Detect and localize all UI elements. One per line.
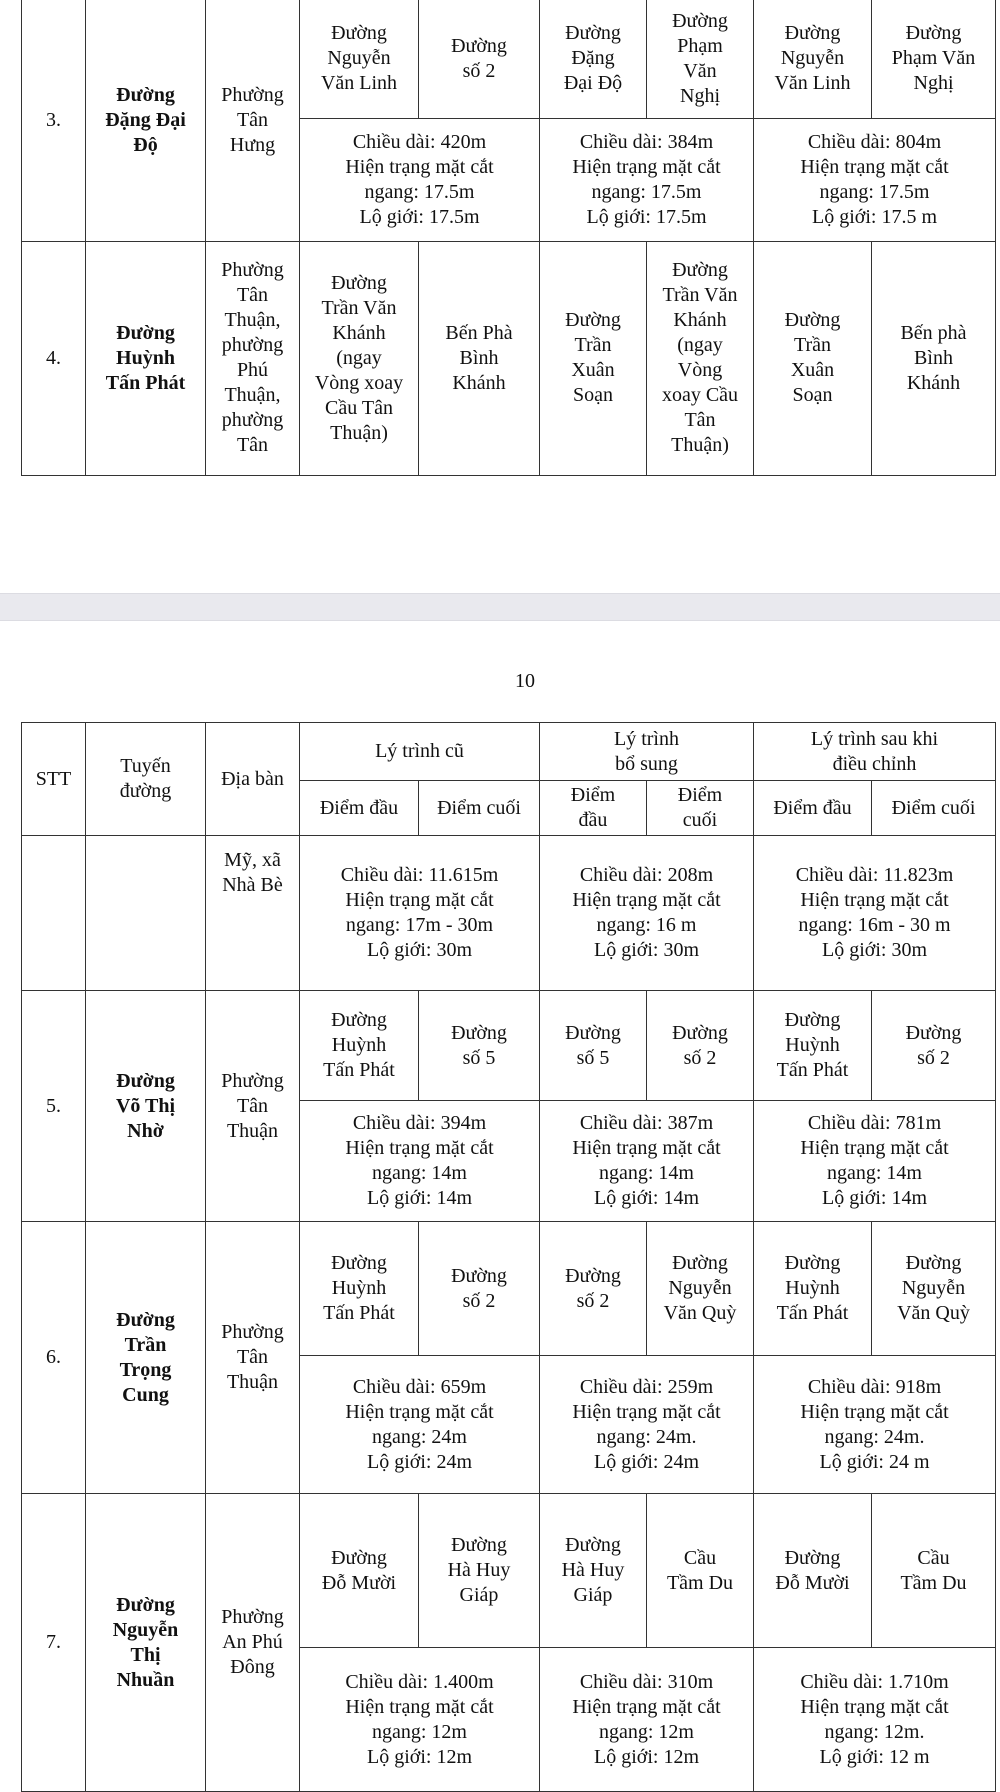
new-start-cell: Đường Nguyễn Văn Linh	[754, 0, 872, 118]
table-row	[22, 0, 996, 118]
new-start-cell: Đường Trần Xuân Soạn	[754, 241, 872, 475]
stt-cell: 3.	[22, 0, 86, 241]
area-cell: Phường Tân Thuận, phường Phú Thuận, phường Tân	[206, 241, 300, 475]
route-table-part-1	[21, 0, 996, 476]
old-end-cell: Đường Hà Huy Giáp	[419, 1494, 540, 1648]
new-details-cell: Chiều dài: 781m Hiện trạng mặt cắt ngang: 14m Lộ giới: 14m	[754, 1101, 996, 1222]
header-added-start: Điểm đầu	[540, 781, 647, 836]
route-name-cell: Đường Trần Trọng Cung	[86, 1222, 206, 1494]
old-start-cell: Đường Trần Văn Khánh (ngay Vòng xoay Cầu Tân Thuận)	[300, 241, 419, 475]
header-added-end: Điểm cuối	[647, 781, 754, 836]
area-cell: Phường Tân Thuận	[206, 1222, 300, 1494]
new-start-cell: Đường Huỳnh Tấn Phát	[754, 991, 872, 1101]
stt-cell: 7.	[22, 1494, 86, 1792]
table-row	[22, 991, 996, 1101]
added-details-cell: Chiều dài: 259m Hiện trạng mặt cắt ngang: 24m. Lộ giới: 24m	[540, 1356, 754, 1494]
added-end-cell: Cầu Tầm Du	[647, 1494, 754, 1648]
table-row	[22, 241, 996, 475]
old-details-cell: Chiều dài: 659m Hiện trạng mặt cắt ngang: 24m Lộ giới: 24m	[300, 1356, 540, 1494]
added-start-cell: Đường số 2	[540, 1222, 647, 1356]
added-details-cell: Chiều dài: 387m Hiện trạng mặt cắt ngang: 14m Lộ giới: 14m	[540, 1101, 754, 1222]
old-end-cell: Bến Phà Bình Khánh	[419, 241, 540, 475]
added-details-cell: Chiều dài: 208m Hiện trạng mặt cắt ngang: 16 m Lộ giới: 30m	[540, 836, 754, 991]
old-end-cell: Đường số 5	[419, 991, 540, 1101]
added-start-cell: Đường số 5	[540, 991, 647, 1101]
stt-cell: 5.	[22, 991, 86, 1222]
stt-cell: 6.	[22, 1222, 86, 1494]
new-end-cell: Cầu Tầm Du	[872, 1494, 996, 1648]
header-area: Địa bàn	[206, 723, 300, 836]
new-start-cell: Đường Huỳnh Tấn Phát	[754, 1222, 872, 1356]
added-end-cell: Đường Nguyễn Văn Quỳ	[647, 1222, 754, 1356]
page-number: 10	[515, 670, 535, 692]
table-row	[22, 836, 996, 991]
table-row	[22, 1494, 996, 1648]
stt-cell: 4.	[22, 241, 86, 475]
new-end-cell: Đường Phạm Văn Nghị	[872, 0, 996, 118]
added-details-cell: Chiều dài: 310m Hiện trạng mặt cắt ngang: 12m Lộ giới: 12m	[540, 1648, 754, 1792]
header-old-start: Điểm đầu	[300, 781, 419, 836]
page-break-divider	[0, 593, 1000, 621]
old-details-cell: Chiều dài: 1.400m Hiện trạng mặt cắt ngang: 12m Lộ giới: 12m	[300, 1648, 540, 1792]
old-start-cell: Đường Huỳnh Tấn Phát	[300, 991, 419, 1101]
stt-cell	[22, 836, 86, 991]
route-table-part-2	[21, 722, 996, 1792]
header-stt: STT	[22, 723, 86, 836]
route-name-cell: Đường Võ Thị Nhờ	[86, 991, 206, 1222]
old-details-cell: Chiều dài: 420m Hiện trạng mặt cắt ngang: 17.5m Lộ giới: 17.5m	[300, 118, 540, 241]
header-new-end: Điểm cuối	[872, 781, 996, 836]
old-details-cell: Chiều dài: 11.615m Hiện trạng mặt cắt ngang: 17m - 30m Lộ giới: 30m	[300, 836, 540, 991]
header-adjusted-route: Lý trình sau khi điều chỉnh	[754, 723, 996, 781]
header-added-route: Lý trình bổ sung	[540, 723, 754, 781]
new-end-cell: Đường số 2	[872, 991, 996, 1101]
route-name-cell: Đường Nguyễn Thị Nhuần	[86, 1494, 206, 1792]
added-start-cell: Đường Hà Huy Giáp	[540, 1494, 647, 1648]
header-new-start: Điểm đầu	[754, 781, 872, 836]
added-start-cell: Đường Trần Xuân Soạn	[540, 241, 647, 475]
header-route: Tuyến đường	[86, 723, 206, 836]
new-end-cell: Đường Nguyễn Văn Quỳ	[872, 1222, 996, 1356]
header-row	[22, 723, 996, 781]
old-details-cell: Chiều dài: 394m Hiện trạng mặt cắt ngang: 14m Lộ giới: 14m	[300, 1101, 540, 1222]
added-end-cell: Đường Phạm Văn Nghị	[647, 0, 754, 118]
old-start-cell: Đường Nguyễn Văn Linh	[300, 0, 419, 118]
area-cell: Phường Tân Thuận	[206, 991, 300, 1222]
new-details-cell: Chiều dài: 918m Hiện trạng mặt cắt ngang: 24m. Lộ giới: 24 m	[754, 1356, 996, 1494]
old-start-cell: Đường Huỳnh Tấn Phát	[300, 1222, 419, 1356]
added-start-cell: Đường Đặng Đại Độ	[540, 0, 647, 118]
route-name-cell: Đường Đặng Đại Độ	[86, 0, 206, 241]
area-cell: Phường Tân Hưng	[206, 0, 300, 241]
old-end-cell: Đường số 2	[419, 1222, 540, 1356]
route-name-cell	[86, 836, 206, 991]
new-details-cell: Chiều dài: 804m Hiện trạng mặt cắt ngang: 17.5m Lộ giới: 17.5 m	[754, 118, 996, 241]
route-name-cell: Đường Huỳnh Tấn Phát	[86, 241, 206, 475]
header-old-route: Lý trình cũ	[300, 723, 540, 781]
new-details-cell: Chiều dài: 1.710m Hiện trạng mặt cắt ngang: 12m. Lộ giới: 12 m	[754, 1648, 996, 1792]
table-row	[22, 1222, 996, 1356]
header-old-end: Điểm cuối	[419, 781, 540, 836]
old-start-cell: Đường Đỗ Mười	[300, 1494, 419, 1648]
new-details-cell: Chiều dài: 11.823m Hiện trạng mặt cắt ngang: 16m - 30 m Lộ giới: 30m	[754, 836, 996, 991]
old-end-cell: Đường số 2	[419, 0, 540, 118]
added-end-cell: Đường số 2	[647, 991, 754, 1101]
new-start-cell: Đường Đỗ Mười	[754, 1494, 872, 1648]
added-end-cell: Đường Trần Văn Khánh (ngay Vòng xoay Cầu Tân Thuận)	[647, 241, 754, 475]
new-end-cell: Bến phà Bình Khánh	[872, 241, 996, 475]
area-cell: Mỹ, xã Nhà Bè	[206, 836, 300, 991]
added-details-cell: Chiều dài: 384m Hiện trạng mặt cắt ngang: 17.5m Lộ giới: 17.5m	[540, 118, 754, 241]
area-cell: Phường An Phú Đông	[206, 1494, 300, 1792]
